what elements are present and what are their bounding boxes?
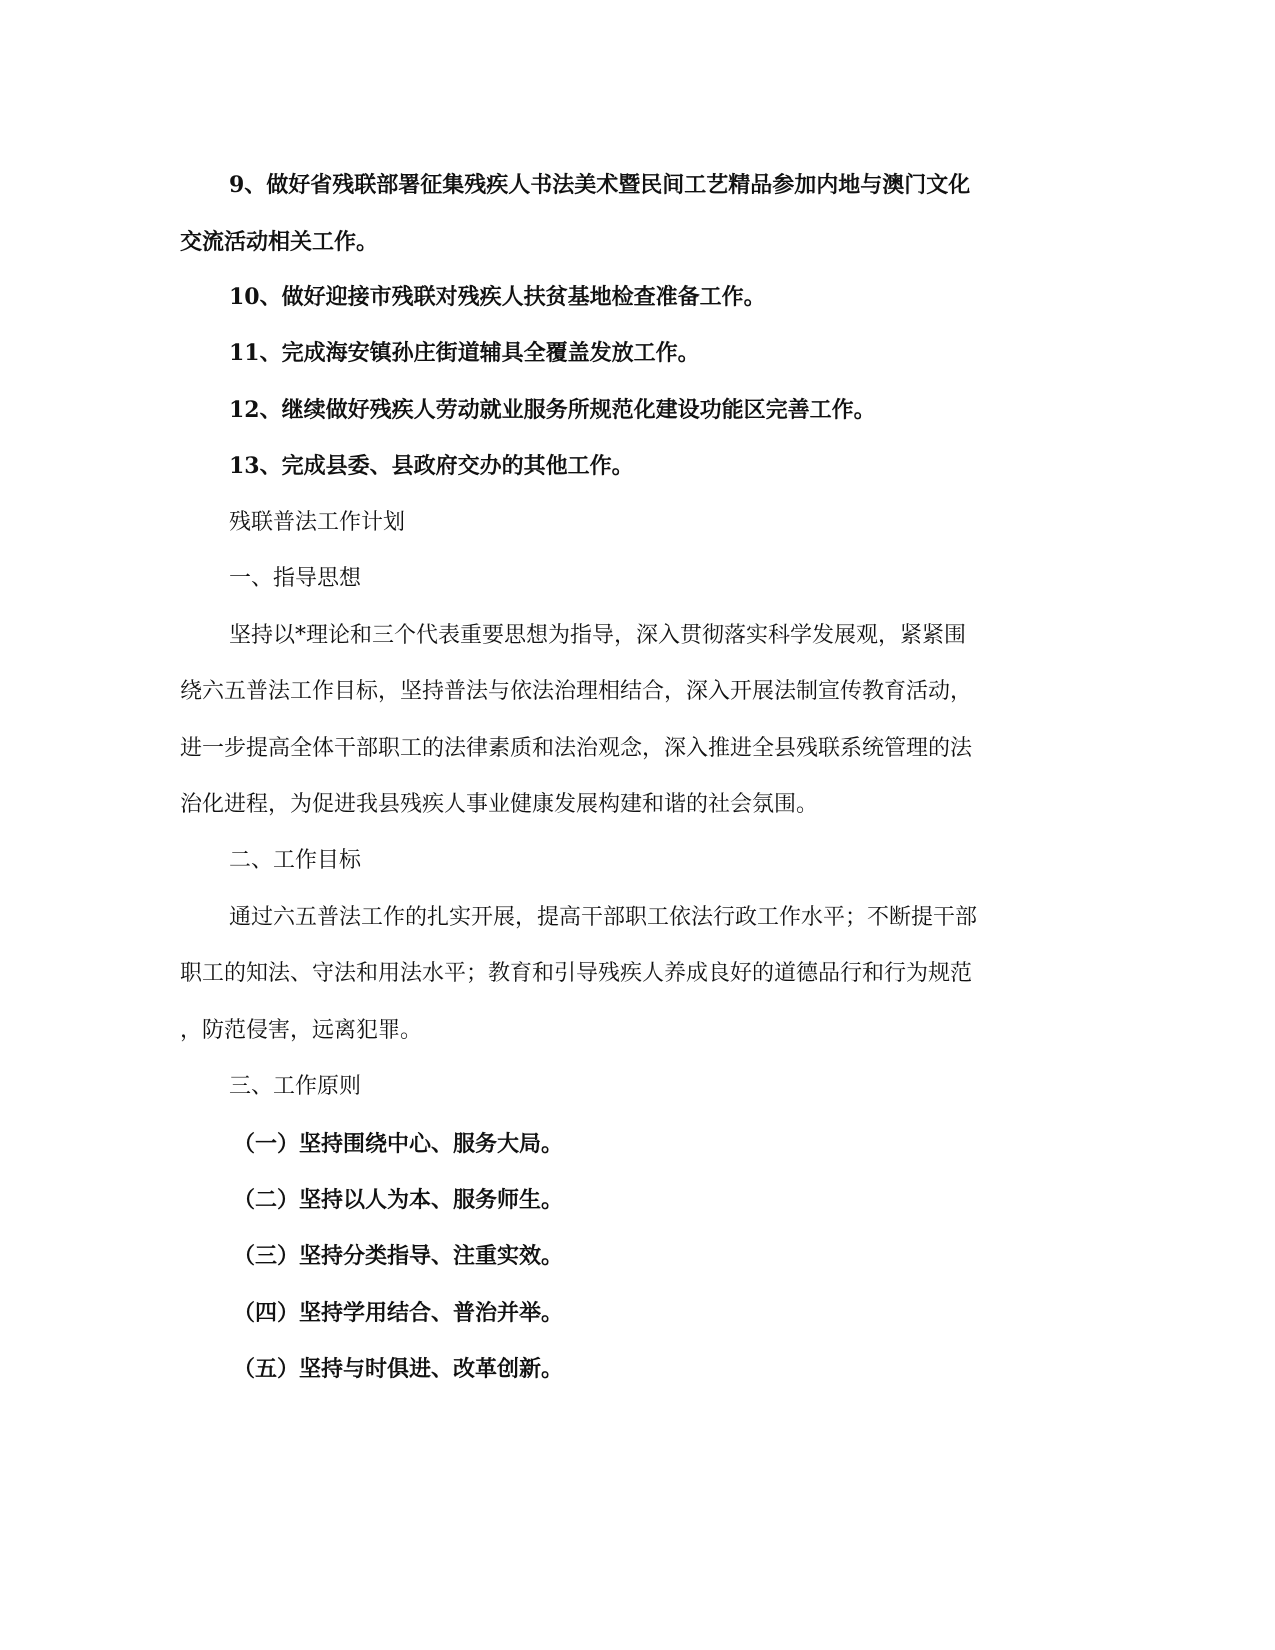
section-1-line-4: 治化进程，为促进我县残疾人事业健康发展构建和谐的社会氛围。	[180, 792, 819, 817]
item-12: 12、继续做好残疾人劳动就业服务所规范化建设功能区完善工作。	[229, 397, 876, 423]
section-2-line-2: 职工的知法、守法和用法水平；教育和引导残疾人养成良好的道德品行和行为规范	[180, 961, 973, 986]
principle-3: （三）坚持分类指导、注重实效。	[233, 1243, 564, 1269]
principle-4: （四）坚持学用结合、普治并举。	[233, 1300, 564, 1326]
principle-2: （二）坚持以人为本、服务师生。	[233, 1187, 564, 1213]
section-1-line-1: 坚持以*理论和三个代表重要思想为指导，深入贯彻落实科学发展观，紧紧围	[229, 623, 967, 648]
section-2-line-1: 通过六五普法工作的扎实开展，提高干部职工依法行政工作水平；不断提干部	[229, 905, 978, 930]
principle-1: （一）坚持围绕中心、服务大局。	[233, 1131, 564, 1157]
item-9-line-1: 9、做好省残联部署征集残疾人书法美术暨民间工艺精品参加内地与澳门文化	[229, 172, 971, 198]
plan-title: 残联普法工作计划	[229, 510, 406, 535]
section-2-line-3: ，防范侵害，远离犯罪。	[180, 1018, 423, 1043]
section-1-line-2: 绕六五普法工作目标，坚持普法与依法治理相结合，深入开展法制宣传教育活动，	[180, 679, 973, 704]
item-10: 10、做好迎接市残联对残疾人扶贫基地检查准备工作。	[229, 284, 766, 310]
item-11: 11、完成海安镇孙庄街道辅具全覆盖发放工作。	[229, 340, 700, 366]
section-1-line-3: 进一步提高全体干部职工的法律素质和法治观念，深入推进全县残联系统管理的法	[180, 736, 973, 761]
principle-5: （五）坚持与时俱进、改革创新。	[233, 1356, 564, 1382]
item-13: 13、完成县委、县政府交办的其他工作。	[229, 453, 634, 479]
section-3-heading: 三、工作原则	[229, 1074, 362, 1099]
item-9-line-2: 交流活动相关工作。	[180, 229, 379, 255]
section-1-heading: 一、指导思想	[229, 566, 362, 591]
section-2-heading: 二、工作目标	[229, 848, 362, 873]
